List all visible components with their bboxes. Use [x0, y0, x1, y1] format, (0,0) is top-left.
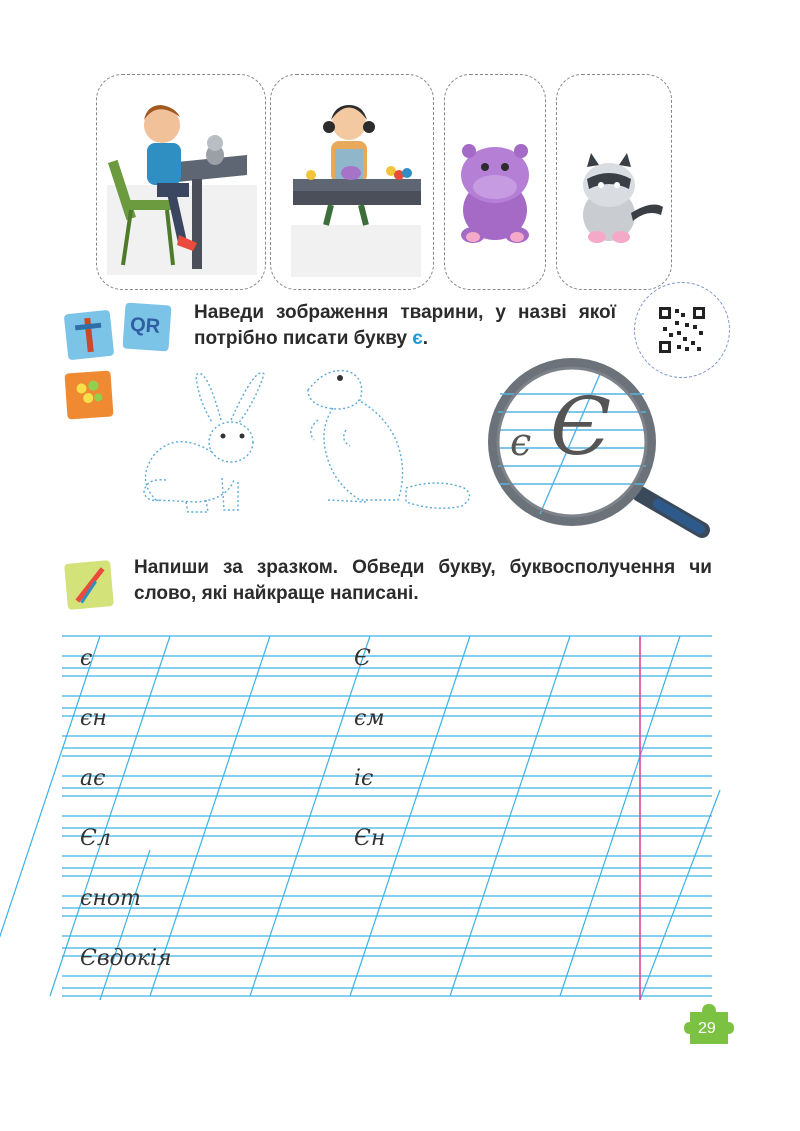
magnifier-small-letter: є	[510, 420, 532, 464]
task1-end: .	[422, 328, 429, 349]
copybook-sample-right: Є	[354, 646, 371, 671]
copybook-sample-left: Єл	[80, 826, 111, 851]
copybook-sample-left: єнот	[80, 886, 141, 911]
copybook-slant-line	[100, 850, 150, 1000]
copybook-sample-left: є	[80, 646, 93, 671]
copybook-sample-left: ає	[80, 766, 106, 791]
task1-text: Наведи зображення тварини, у назві якої потрібно писати букву	[194, 302, 616, 349]
copybook-sample-left: єн	[80, 706, 107, 731]
copybook-sample-left: Євдокія	[80, 946, 172, 971]
copybook-slant-line	[640, 790, 720, 1000]
magnifier-capital-letter: Є	[550, 380, 612, 473]
page-number: 29	[698, 1020, 716, 1037]
task1-letter: є	[412, 328, 423, 349]
copybook-sample-right: Єн	[354, 826, 386, 851]
task2-instruction: Напиши за зразком. Обведи букву, буквосполучення чи слово, які найкраще написані.	[134, 557, 712, 604]
copybook-sample-right: іє	[354, 766, 374, 791]
qr-label: QR	[129, 313, 161, 338]
copybook-sample-right: єм	[354, 706, 385, 731]
